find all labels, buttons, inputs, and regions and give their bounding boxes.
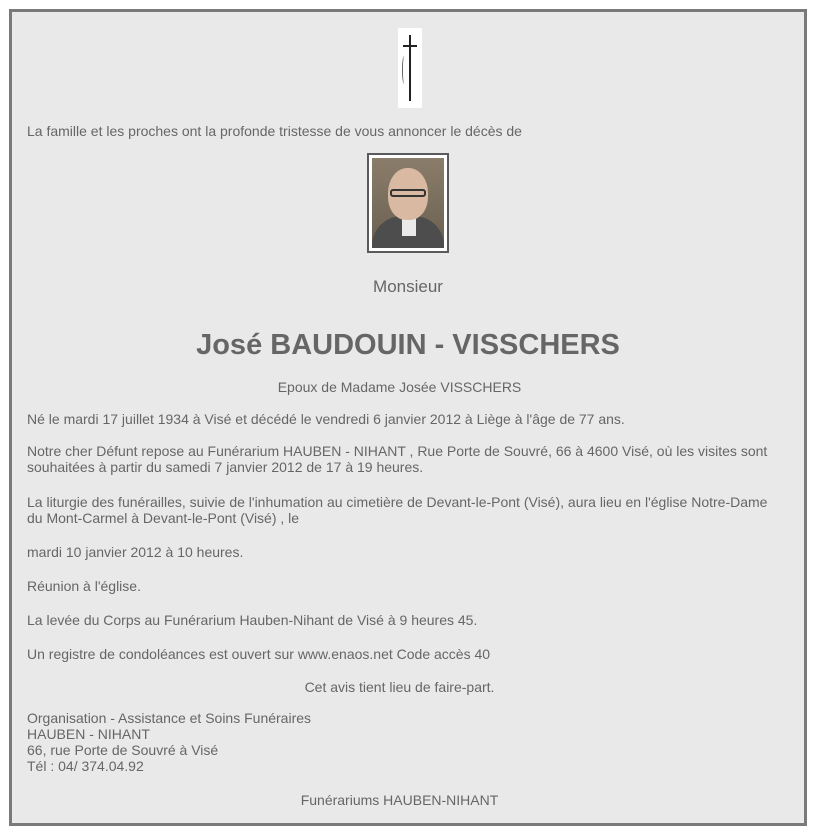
notice-line: Cet avis tient lieu de faire-part.: [304, 679, 495, 695]
cross-icon: [398, 28, 422, 108]
deceased-name: José BAUDOUIN - VISSCHERS: [196, 329, 620, 361]
footer-line: Funérariums HAUBEN-NIHANT: [300, 792, 499, 808]
birth-death-line: Né le mardi 17 juillet 1934 à Visé et décédé le vendredi 6 janvier 2012 à Liège à l'âge de 77 ans.: [27, 411, 625, 427]
ceremony-date: mardi 10 janvier 2012 à 10 heures.: [27, 544, 244, 560]
organisation-block: [27, 710, 772, 774]
liturgy-paragraph: La liturgie des funérailles, suivie de l'inhumation au cimetière de Devant-le-Pont (Visé), aura lieu en l'église Notre-Dame du Mont-Carmel à Devant-le-Pont (Visé) , le: [27, 494, 768, 526]
removal-line: La levée du Corps au Funérarium Hauben-Nihant de Visé à 9 heures 45.: [27, 612, 478, 628]
spouse-line: Epoux de Madame Josée VISSCHERS: [277, 379, 522, 395]
organisation-phone: Tél : 04/ 374.04.92: [27, 758, 144, 774]
organisation-line-2: HAUBEN - NIHANT: [27, 726, 150, 742]
meeting-line: Réunion à l'église.: [27, 578, 141, 594]
honorific: Monsieur: [373, 277, 443, 296]
rest-paragraph: Notre cher Défunt repose au Funérarium HAUBEN - NIHANT , Rue Porte de Souvré, 66 à 4600 Visé, où les visites sont souhaitées à partir du samedi 7 janvier 2012 de 17 à 19 heures.: [27, 443, 768, 475]
obituary-card: [9, 9, 807, 826]
portrait-photo: [367, 153, 449, 253]
organisation-line-3: 66, rue Porte de Souvré à Visé: [27, 742, 219, 758]
organisation-line-1: Organisation - Assistance et Soins Funéraires: [27, 710, 312, 726]
register-line: Un registre de condoléances est ouvert sur www.enaos.net Code accès 40: [27, 646, 491, 662]
intro-text: La famille et les proches ont la profonde tristesse de vous annoncer le décès de: [27, 123, 522, 139]
